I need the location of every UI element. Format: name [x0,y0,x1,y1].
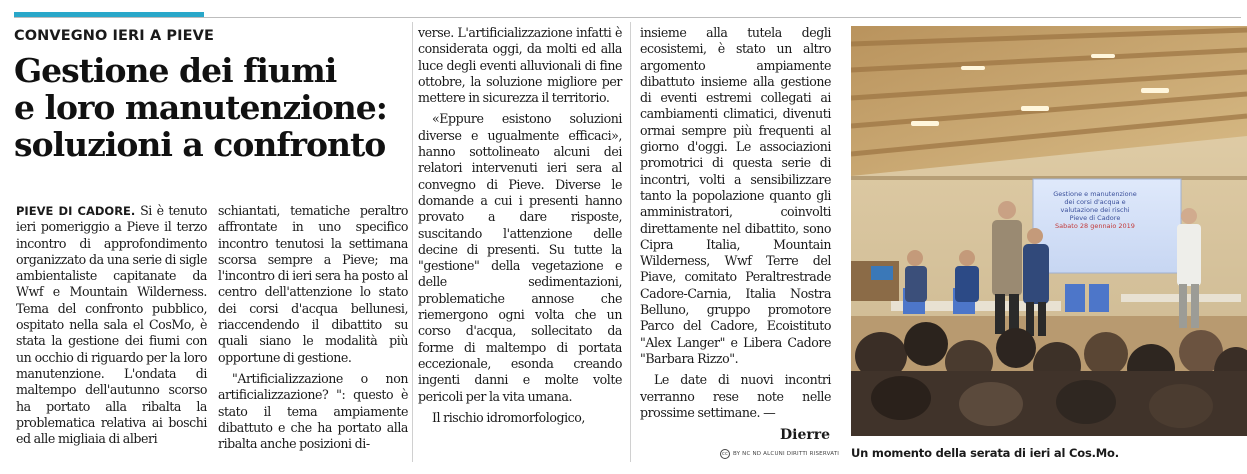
headline-line-2: e loro manutenzione: [14,88,387,127]
paragraph: schiantati, tematiche peraltro affrontate in uno specifico incontro tenutosi la settimana scorsa sempre a Pieve; ma l'incontro di ieri sera ha posto al centro dell'attenzione lo stato dei corsi d'acqua bellunesi, riaccendendo il dibattito su quali siano le modalità più opportune di gestione. [218,203,408,365]
paragraph: verse. L'artificializzazione infatti è considerata oggi, da molti ed alla luce degli eventi alluvionali di fine ottobre, la soluzione migliore per mettere in sicurezza il territorio. [418,25,622,106]
paragraph: "Artificializzazione o non artificializzazione? ": questo è stato il tema ampiamente dibattuto e che ha portato alla ribalta anche posizioni di- [218,370,408,452]
dateline: PIEVE DI CADORE. [16,204,136,218]
screen-line: Pieve di Cadore [1069,214,1121,222]
screen-text [1040,190,1150,230]
copyright-notice [720,449,839,459]
headline [14,52,414,163]
column-divider [630,22,631,462]
monitor [871,266,893,280]
event-photo-illustration [851,26,1247,436]
photo-caption: Un momento della serata di ieri al Cos.Mo. [851,446,1119,460]
lead-text: Si è tenuto ieri pomeriggio a Pieve il terzo incontro di approfondimento organizzato da una serie di sigle ambientaliste capitanate da Wwf e Mountain Wilderness. Tema del confronto pubblico, ospitato nella sala el CosMo, è stata la gestione dei fiumi con un occhio di riguardo per la loro manutenzione. L'ondata di maltempo dell'autunno scorso ha portato alla ribalta la problematica relativa ai boschi ed alle migliaia di alberi [16,203,207,447]
article-column-3 [418,25,622,426]
kicker: CONVEGNO IERI A PIEVE [14,28,214,44]
column-divider [412,22,413,462]
screen-line: valutazione dei rischi [1060,206,1130,214]
paragraph: «Eppure esistono soluzioni diverse e ugualmente efficaci», hanno sottolineato alcuni dei relatori intervenuti ieri sera al convegno di Pieve. Diverse le domande a cui i presenti hanno provato a dare risposte, suscitando l'attenzione delle decine di presenti. Su tutte la "gestione" della vegetazione e delle sedimentazioni, problematiche annose che riemergono ogni volta che un corso d'acqua, sollecitato da forme di maltempo di portata eccezionale, esonda creando ingenti danni e molte volte pericoli per la vita umana. [418,111,622,404]
headline-line-1: Gestione dei fiumi [14,51,337,90]
paragraph: insieme alla tutela degli ecosistemi, è stato un altro argomento ampiamente dibattuto insieme alla gestione di eventi estremi collegati ai cambiamenti climatici, divenuti ormai sempre più frequenti al giorno d'oggi. Le associazioni promotrici di questa serie di incontri, volti a sensibilizzare tanto la popolazione quanto gli amministratori, coinvolti direttamente nel dibattito, sono Cipra Italia, Mountain Wilderness, Wwf Terre del Piave, comitato Peraltrestrade Cadore-Carnia, Italia Nostra Belluno, gruppo promotore Parco del Cadore, Ecoistituto "Alex Langer" e Libera Cadore "Barbara Rizzo". [640,25,831,366]
paragraph: Il rischio idromorfologico, [432,409,585,425]
article-column-4 [640,25,831,421]
headline-line-3: soluzioni a confronto [14,125,386,164]
event-photo [851,26,1247,436]
article-column-2 [218,203,408,452]
paragraph: Le date di nuovi incontri verranno rese note nelle prossime settimane. — [640,372,831,420]
author-signature: Dierre [780,427,831,443]
copyright-text: BY NC ND ALCUNI DIRITTI RISERVATI [733,451,840,457]
screen-line: Sabato 28 gennaio 2019 [1055,222,1135,230]
top-rule [14,17,1241,18]
screen-line: Gestione e manutenzione [1053,190,1137,198]
creative-commons-icon: cc [720,449,730,459]
screen-line: dei corsi d'acqua e [1064,198,1126,206]
article-column-1 [16,203,207,447]
